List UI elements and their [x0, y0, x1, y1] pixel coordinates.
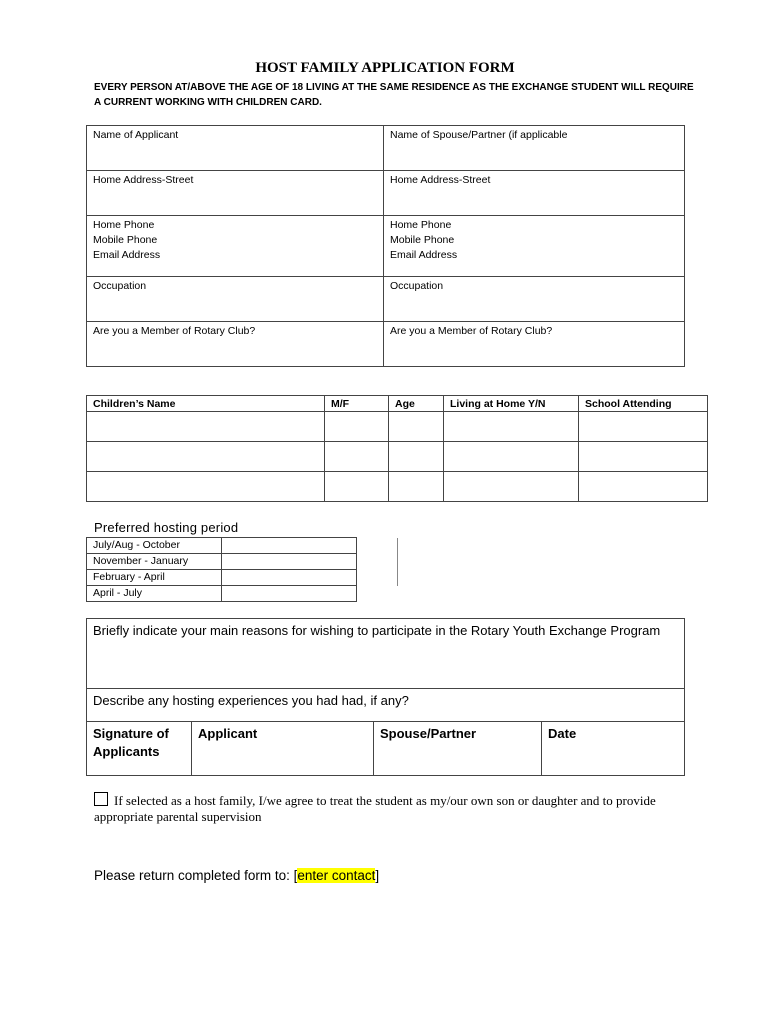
spouse-occupation-label: Occupation — [390, 280, 444, 292]
period-selection-cell[interactable] — [222, 586, 357, 602]
spouse-name-field[interactable] — [384, 126, 685, 171]
child-school-cell[interactable] — [579, 412, 708, 442]
applicant-address-field[interactable] — [87, 171, 384, 216]
agreement-checkbox[interactable] — [94, 792, 108, 806]
applicant-address-label: Home Address-Street — [93, 174, 194, 186]
divider — [397, 538, 398, 586]
child-school-cell[interactable] — [579, 442, 708, 472]
children-gender-header: M/F — [325, 396, 389, 412]
spouse-contact-field[interactable] — [384, 216, 685, 277]
experience-label: Describe any hosting experiences you had had, if any? — [93, 693, 409, 708]
children-age-header: Age — [389, 396, 444, 412]
child-living-cell[interactable] — [444, 412, 579, 442]
child-gender-cell[interactable] — [325, 472, 389, 502]
period-label: July/Aug - October — [87, 538, 222, 554]
applicant-email-label: Email Address — [93, 249, 161, 261]
applicant-occupation-field[interactable] — [87, 277, 384, 322]
preferred-period-title: Preferred hosting period — [94, 520, 239, 535]
wwcc-notice: EVERY PERSON AT/ABOVE THE AGE OF 18 LIVING AT THE SAME RESIDENCE AS THE EXCHANGE STUDENT WILL REQUIRE A CURRENT WORKING WITH CHILDREN CARD. — [94, 82, 694, 108]
child-name-cell[interactable] — [87, 412, 325, 442]
date-field[interactable] — [542, 722, 685, 776]
applicant-name-label: Name of Applicant — [93, 129, 179, 141]
spouse-name-label: Name of Spouse/Partner (if applicable — [390, 129, 568, 141]
table-row — [87, 570, 357, 586]
child-gender-cell[interactable] — [325, 412, 389, 442]
children-table — [86, 395, 708, 502]
applicant-contact-field[interactable] — [87, 216, 384, 277]
applicant-mobile-phone-label: Mobile Phone — [93, 234, 158, 246]
child-living-cell[interactable] — [444, 472, 579, 502]
contact-placeholder[interactable]: enter contact — [297, 868, 376, 883]
reasons-field[interactable] — [87, 619, 685, 689]
table-row — [87, 472, 708, 502]
child-gender-cell[interactable] — [325, 442, 389, 472]
child-name-cell[interactable] — [87, 442, 325, 472]
children-living-header: Living at Home Y/N — [444, 396, 579, 412]
child-age-cell[interactable] — [389, 412, 444, 442]
agreement-text: If selected as a host family, I/we agree to treat the student as my/our own son or daughter and to provide appropriate parental supervision — [94, 793, 656, 824]
agreement-statement — [94, 792, 694, 825]
children-school-header: School Attending — [579, 396, 708, 412]
applicant-rotary-label: Are you a Member of Rotary Club? — [93, 325, 256, 337]
reasons-table — [86, 618, 685, 776]
applicant-table — [86, 125, 685, 367]
return-suffix: ] — [375, 868, 380, 883]
spouse-address-field[interactable] — [384, 171, 685, 216]
spouse-occupation-field[interactable] — [384, 277, 685, 322]
spouse-address-label: Home Address-Street — [390, 174, 491, 186]
child-name-cell[interactable] — [87, 472, 325, 502]
period-selection-cell[interactable] — [222, 554, 357, 570]
period-label: November - January — [87, 554, 222, 570]
period-label: April - July — [87, 586, 222, 602]
date-label: Date — [548, 726, 577, 741]
applicant-signature-field[interactable] — [192, 722, 374, 776]
spouse-rotary-label: Are you a Member of Rotary Club? — [390, 325, 553, 337]
signature-label: Signature of Applicants — [87, 722, 192, 776]
period-selection-cell[interactable] — [222, 538, 357, 554]
return-instruction — [94, 868, 379, 883]
applicant-signature-label: Applicant — [198, 726, 258, 741]
spouse-signature-label: Spouse/Partner — [380, 726, 477, 741]
experience-field[interactable] — [87, 689, 685, 722]
form-title: HOST FAMILY APPLICATION FORM — [255, 60, 515, 76]
spouse-home-phone-label: Home Phone — [390, 219, 452, 231]
table-row — [87, 412, 708, 442]
preferred-period-table — [86, 537, 357, 602]
table-row — [87, 442, 708, 472]
table-row — [87, 538, 357, 554]
applicant-rotary-field[interactable] — [87, 322, 384, 367]
reasons-label: Briefly indicate your main reasons for wishing to participate in the Rotary Youth Exchange Program — [93, 623, 661, 638]
applicant-name-field[interactable] — [87, 126, 384, 171]
period-label: February - April — [87, 570, 222, 586]
child-age-cell[interactable] — [389, 472, 444, 502]
spouse-mobile-phone-label: Mobile Phone — [390, 234, 455, 246]
child-living-cell[interactable] — [444, 442, 579, 472]
child-school-cell[interactable] — [579, 472, 708, 502]
period-selection-cell[interactable] — [222, 570, 357, 586]
spouse-email-label: Email Address — [390, 249, 458, 261]
spouse-signature-field[interactable] — [374, 722, 542, 776]
children-header-row — [87, 396, 708, 412]
applicant-home-phone-label: Home Phone — [93, 219, 155, 231]
return-prefix: Please return completed form to: [ — [94, 868, 298, 883]
table-row — [87, 586, 357, 602]
children-name-header: Children’s Name — [87, 396, 325, 412]
spouse-rotary-field[interactable] — [384, 322, 685, 367]
child-age-cell[interactable] — [389, 442, 444, 472]
table-row — [87, 554, 357, 570]
applicant-occupation-label: Occupation — [93, 280, 147, 292]
